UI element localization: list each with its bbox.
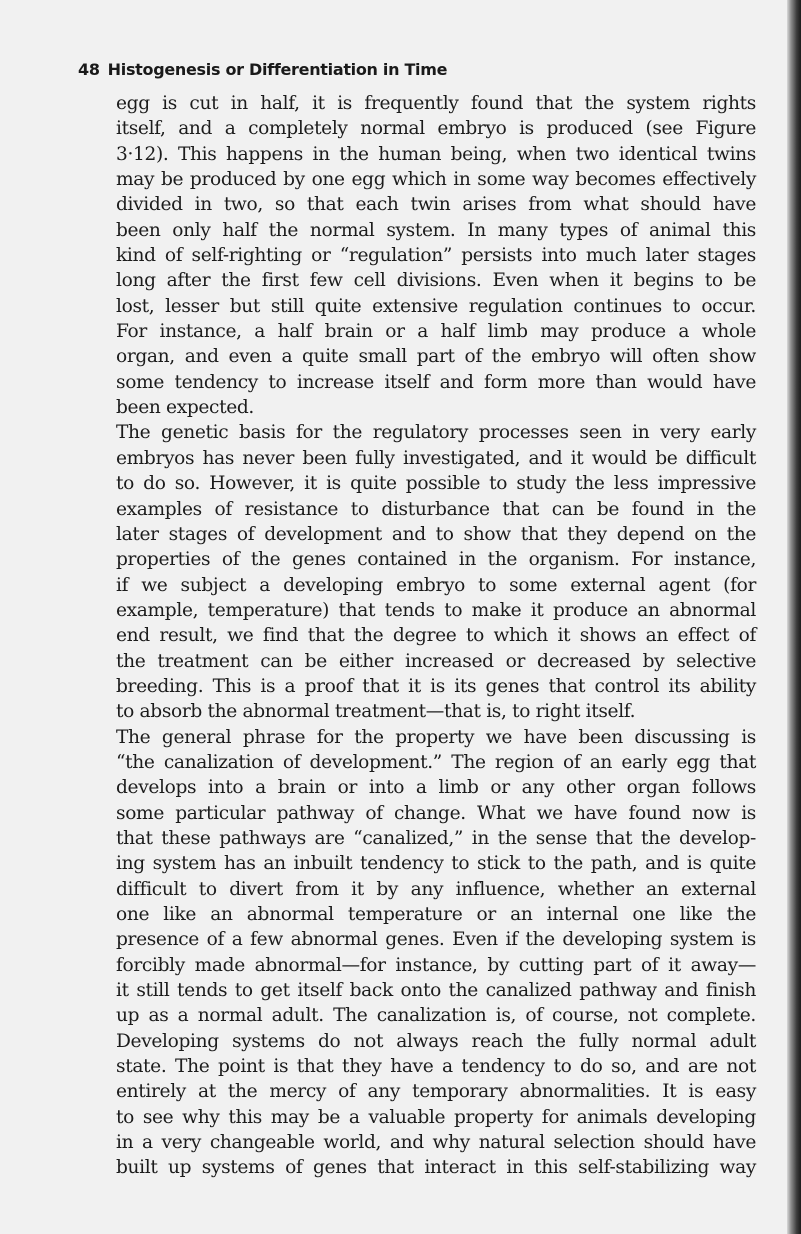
text-line: if we subject a developing embryo to some external agent (for	[116, 574, 756, 596]
text-line: The genetic basis for the regulatory processes seen in very early	[116, 422, 756, 444]
text-line: For instance, a half brain or a half limb may produce a whole	[116, 321, 756, 343]
text-line: lost, lesser but still quite extensive regulation continues to occur.	[116, 295, 756, 317]
text-line: built up systems of genes that interact in this self-stabilizing way	[116, 1157, 756, 1179]
text-line: may be produced by one egg which in some way becomes effectively	[116, 169, 756, 191]
text-line: forcibly made abnormal—for instance, by cutting part of it away—	[116, 954, 756, 976]
page-number: 48	[78, 60, 100, 79]
text-line: presence of a few abnormal genes. Even if the developing system is	[116, 929, 756, 951]
text-line: to do so. However, it is quite possible to study the less impressive	[116, 473, 756, 495]
text-line: Developing systems do not always reach the fully normal adult	[116, 1030, 756, 1052]
text-line: organ, and even a quite small part of the embryo will often show	[116, 346, 756, 368]
text-line: entirely at the mercy of any temporary abnormalities. It is easy	[116, 1081, 756, 1103]
text-line: some tendency to increase itself and form more than would have	[116, 371, 756, 393]
text-line: in a very changeable world, and why natural selection should have	[116, 1132, 756, 1154]
text-line: end result, we find that the degree to which it shows an effect of	[116, 625, 756, 647]
text-line: later stages of development and to show that they depend on the	[116, 523, 756, 545]
text-line: examples of resistance to disturbance that can be found in the	[116, 498, 756, 520]
text-line: been expected.	[116, 397, 254, 419]
text-line: some particular pathway of change. What we have found now is	[116, 802, 756, 824]
text-line: egg is cut in half, it is frequently found that the system rights	[116, 93, 756, 114]
text-line: the treatment can be either increased or decreased by selective	[116, 650, 756, 672]
running-head	[78, 60, 738, 79]
text-line: difficult to divert from it by any influence, whether an external	[116, 878, 756, 900]
text-line: to see why this may be a valuable property for animals developing	[116, 1106, 756, 1128]
text-line: breeding. This is a proof that it is its genes that control its ability	[116, 675, 756, 697]
text-line: up as a normal adult. The canalization is, of course, not complete.	[116, 1005, 756, 1027]
text-line: “the canalization of development.” The region of an early egg that	[116, 751, 756, 773]
text-line: ing system has an inbuilt tendency to stick to the path, and is quite	[116, 853, 756, 875]
text-line: divided in two, so that each twin arises from what should have	[116, 194, 756, 216]
text-line: example, temperature) that tends to make it produce an abnormal	[116, 599, 756, 621]
text-line: properties of the genes contained in the organism. For instance,	[116, 549, 756, 571]
text-line: itself, and a completely normal embryo is produced (see Figure	[116, 118, 756, 140]
binding-shadow	[787, 0, 801, 1234]
text-line: The general phrase for the property we have been discussing is	[116, 726, 756, 748]
text-line: kind of self-righting or “regulation” persists into much later stages	[116, 245, 756, 267]
text-line: develops into a brain or into a limb or any other organ follows	[116, 777, 756, 799]
text-line: been only half the normal system. In many types of animal this	[116, 219, 756, 241]
text-line: 3·12). This happens in the human being, when two identical twins	[116, 143, 756, 165]
text-line: it still tends to get itself back onto the canalized pathway and finish	[116, 980, 756, 1002]
text-line: state. The point is that they have a tendency to do so, and are not	[116, 1056, 756, 1078]
text-line: long after the first few cell divisions. Even when it begins to be	[116, 270, 756, 292]
chapter-title: Histogenesis or Differentiation in Time	[107, 60, 448, 79]
text-line: one like an abnormal temperature or an internal one like the	[116, 904, 756, 925]
body-text	[116, 91, 756, 1181]
text-line: to absorb the abnormal treatment—that is, to right itself.	[116, 701, 636, 723]
text-line: that these pathways are “canalized,” in the sense that the develop-	[116, 827, 756, 849]
text-line: embryos has never been fully investigated, and it would be difficult	[116, 447, 756, 469]
